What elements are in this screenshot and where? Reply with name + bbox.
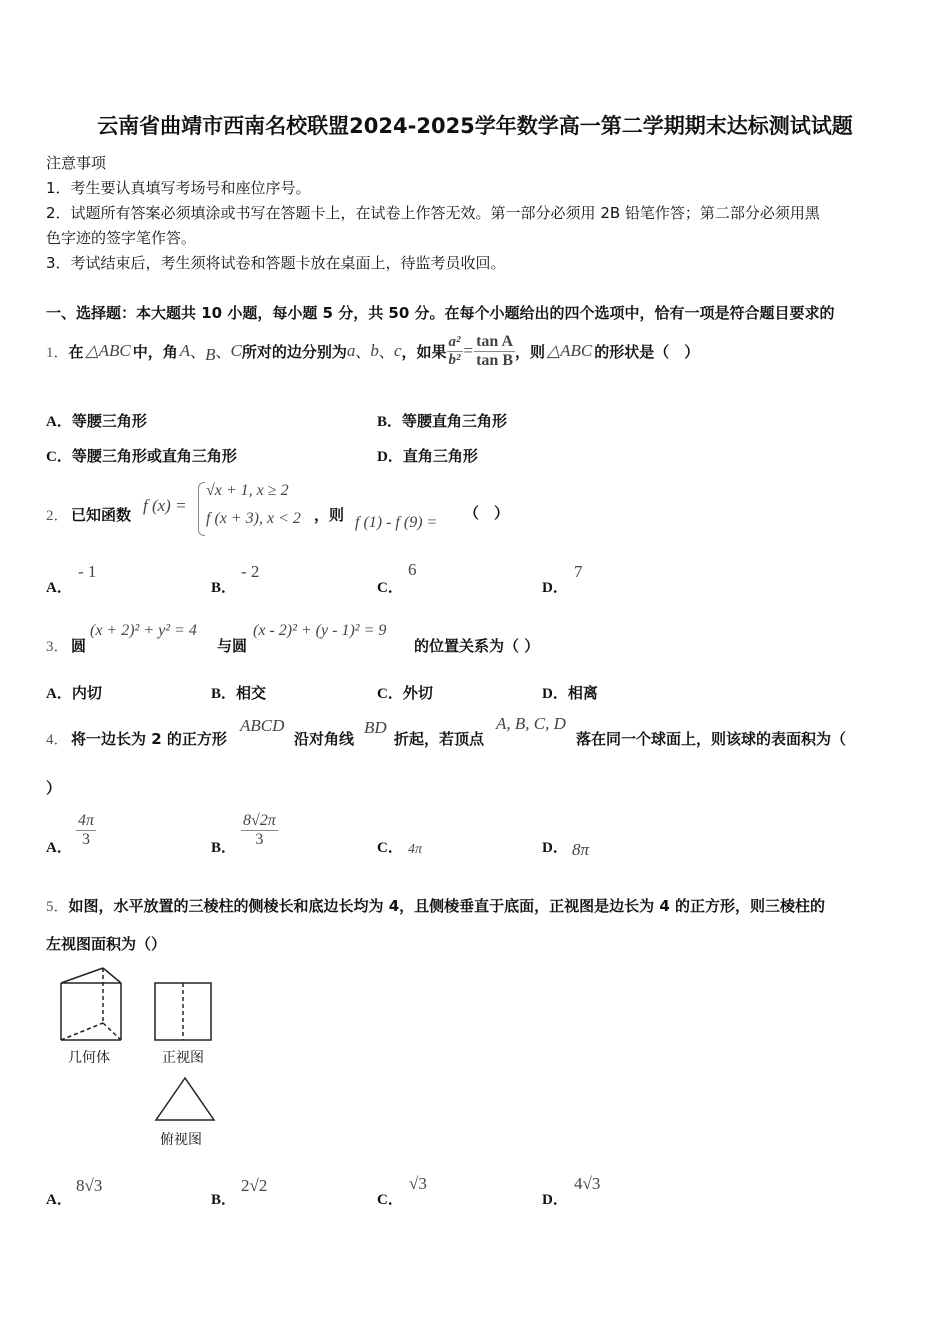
q2-option-b[interactable]: B． - 2 <box>211 562 260 596</box>
q2-brace <box>198 482 205 536</box>
notice-item-1: 1．考生要认真填写考场号和座位序号。 <box>46 179 311 197</box>
q2-text: （ ） <box>464 504 510 522</box>
q5-option-d[interactable]: D． 4√3 <box>542 1174 601 1208</box>
question-number: 2． <box>46 508 69 524</box>
q1-option-b[interactable]: B．等腰直角三角形 <box>377 412 508 430</box>
question-number: 3． <box>46 639 69 655</box>
q1-sep: 、 <box>190 342 206 361</box>
q2-case-2: f (x + 3), x < 2 <box>206 510 301 527</box>
q4-text: 将一边长为 2 的正方形 <box>71 730 227 748</box>
q1-math-triangle: △ABC <box>547 341 593 360</box>
q1-text: ，则 <box>515 342 546 361</box>
q4-option-d[interactable]: D． 8π <box>542 840 590 859</box>
q1-sep: 、 <box>355 342 371 361</box>
q4-text-cont: ） <box>46 779 62 797</box>
q2-option-c[interactable]: C． 6 <box>377 560 417 596</box>
q3-circle-2: (x - 2)² + (y - 1)² = 9 <box>253 622 387 639</box>
q1-option-d[interactable]: D．直角三角形 <box>377 447 478 465</box>
q1-math-C: C <box>230 341 242 360</box>
q1-sep: 、 <box>215 342 231 361</box>
question-number: 1． <box>46 344 69 361</box>
q4-math-ABCD: ABCD <box>240 716 285 735</box>
q5-text: 如图，水平放置的三棱柱的侧棱长和底边长均为 4，且侧棱垂直于底面，正视图是边长为 4 的正方形，则三棱柱的 <box>68 897 826 915</box>
q4-option-b[interactable]: B． $\frac{8√2\pi}{3}$ <box>211 812 276 856</box>
q4-math-BD: BD <box>364 718 387 737</box>
q1-math-B: B <box>205 345 216 364</box>
q1-sep: 、 <box>378 342 394 361</box>
q1-math-A: A <box>179 341 191 360</box>
q3-circle-1: (x + 2)² + y² = 4 <box>90 622 197 639</box>
q1-option-a[interactable]: A．等腰三角形 <box>46 412 147 430</box>
q1-text: ，如果 <box>401 342 447 361</box>
q3-text: 与圆 <box>217 637 248 655</box>
q2-text: 已知函数 <box>71 506 132 524</box>
q1-fraction-tan: $\frac{\text{tan A}}{\text{tan B}}$ <box>476 332 513 369</box>
q5-option-a[interactable]: A． 8√3 <box>46 1176 103 1208</box>
q2-case-1: √x + 1, x ≥ 2 <box>206 482 289 499</box>
question-number: 5． <box>46 899 69 915</box>
q3-text: 圆 <box>71 637 87 655</box>
figure-label-front-view: 正视图 <box>162 1050 204 1066</box>
q1-fraction-a2-b2: $\frac{\text{a²}}{\text{b²}}$ <box>448 333 461 368</box>
section-heading: 一、选择题：本大题共 10 小题，每小题 5 分，共 50 分。在每个小题给出的四个选项中，恰有一项是符合题目要求的 <box>46 304 835 322</box>
figure-label-solid: 几何体 <box>68 1050 110 1066</box>
q4-text: 落在同一个球面上，则该球的表面积为（ <box>576 730 847 748</box>
q2-text: ，则 <box>314 506 345 524</box>
q2-option-d[interactable]: D． 7 <box>542 562 583 596</box>
q1-text: 中，角 <box>132 342 178 361</box>
q2-expression: f (1) - f (9) = <box>355 514 438 531</box>
q4-text: 折起，若顶点 <box>394 730 485 748</box>
figure-label-top-view: 俯视图 <box>160 1132 202 1148</box>
exam-title: 云南省曲靖市西南名校联盟2024-2025学年数学高一第二学期期末达标测试试题 <box>97 114 853 138</box>
q1-math-a: a <box>346 341 356 360</box>
q1-math-b: b <box>370 341 379 360</box>
q5-option-c[interactable]: C． √3 <box>377 1174 427 1208</box>
q3-option-b[interactable]: B．相交 <box>211 684 267 702</box>
q5-figure <box>46 965 236 1155</box>
question-5 <box>46 895 825 916</box>
notice-item-3: 3．考试结束后，考生须将试卷和答题卡放在桌面上，待监考员收回。 <box>46 254 506 272</box>
q1-math-c: c <box>393 341 402 360</box>
q3-option-a[interactable]: A．内切 <box>46 684 102 702</box>
q1-text: 的形状是（ ） <box>594 342 700 361</box>
q5-text-cont: 左视图面积为（） <box>46 935 167 953</box>
q4-text: 沿对角线 <box>294 730 355 748</box>
notice-heading: 注意事项 <box>46 154 107 172</box>
q3-option-d[interactable]: D．相离 <box>542 684 598 702</box>
q1-option-c[interactable]: C．等腰三角形或直角三角形 <box>46 447 237 465</box>
q3-text: 的位置关系为（ ） <box>414 637 540 655</box>
q5-option-b[interactable]: B． 2√2 <box>211 1176 268 1208</box>
q1-math-triangle: △ABC <box>85 341 131 360</box>
q1-text: 在 <box>68 342 84 361</box>
notice-item-2: 2．试题所有答案必须填涂或书写在答题卡上，在试卷上作答无效。第一部分必须用 2B 铅笔作答；第二部分必须用黑 <box>46 204 820 222</box>
q4-option-c[interactable]: C． 4π <box>377 840 423 857</box>
q4-math-vertices: A, B, C, D <box>496 714 566 733</box>
q3-option-c[interactable]: C．外切 <box>377 684 433 702</box>
question-number: 4． <box>46 732 69 748</box>
q1-text: 所对的边分别为 <box>241 342 347 361</box>
q1-equals: = <box>463 341 474 360</box>
q4-option-a[interactable]: A． $\frac{4\pi}{3}$ <box>46 812 95 856</box>
q2-option-a[interactable]: A． - 1 <box>46 562 97 596</box>
question-1 <box>46 326 699 376</box>
notice-item-2-cont: 色字迹的签字笔作答。 <box>46 229 197 247</box>
q2-function: f (x) = <box>143 496 187 515</box>
